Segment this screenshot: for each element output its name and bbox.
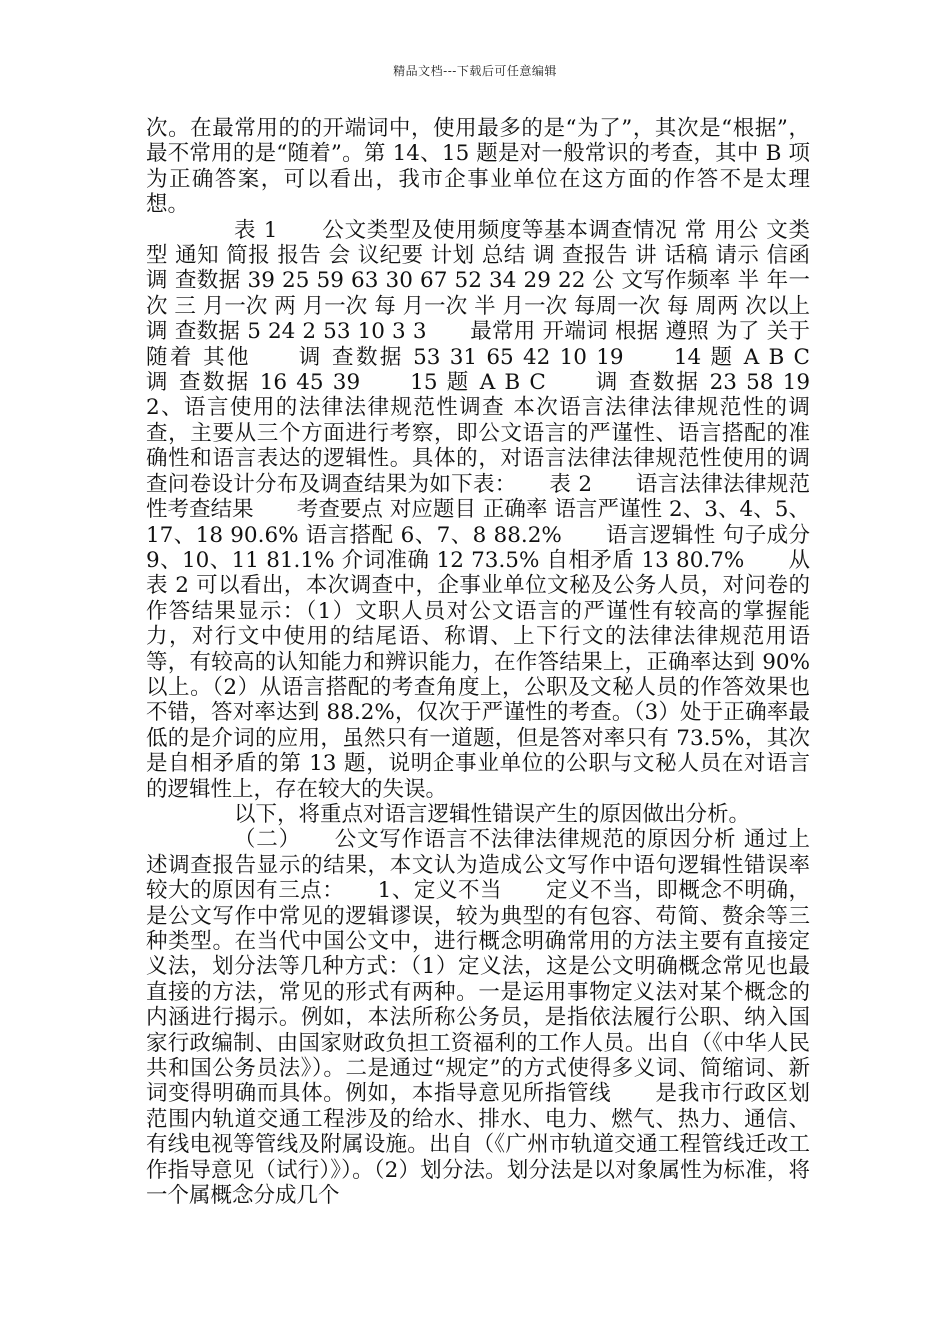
paragraph-transition: 以下，将重点对语言逻辑性错误产生的原因做出分析。 <box>234 801 751 827</box>
document-body <box>146 116 854 1209</box>
paragraph-survey-intro: 次。在最常用的的开端词中，使用最多的是“为了”，其次是“根据”，最不常用的是“随着”。第 14、15 题是对一般常识的考查，其中 B 项为正确答案，可以看出，我市企事业单位在这方面的作答不是太理想。 <box>146 116 810 218</box>
page-header: 精品文档---下载后可任意编辑 <box>393 64 557 78</box>
paragraph-cause-analysis: （二） 公文写作语言不法律法律规范的原因分析 通过上述调查报告显示的结果，本文认为造成公文写作中语句逻辑性错误率较大的原因有三点： 1、定义不当 定义不当，即概念不明确，是公文写作中常见的逻辑谬误，较为典型的有包容、苟简、赘余等三种类型。在当代中国公文中，进行概念明确常用的方法主要有直接定义法，划分法等几种方式：（1）定义法，这是公文明确概念常见也最直接的方法，常见的形式有两种。一是运用事物定义法对某个概念的内涵进行揭示。例如，本法所称公务员，是指依法履行公职、纳入国家行政编制、由国家财政负担工资福利的工作人员。出自（《中华人民共和国公务员法》）。二是通过“规定”的方式使得多义词、简缩词、新词变得明确而具体。例如，本指导意见所指管线 是我市行政区划范围内轨道交通工程涉及的给水、排水、电力、燃气、热力、通信、有线电视等管线及附属设施。出自（《广州市轨道交通工程管线迁改工作指导意见（试行）》）。（2）划分法。划分法是以对象属性为标准，将一个属概念分成几个 <box>146 827 810 1209</box>
paragraph-tables-and-analysis: 表 1 公文类型及使用频度等基本调查情况 常 用公 文类型 通知 简报 报告 会 议纪要 计划 总结 调 查报告 讲 话稿 请示 信函 调 查数据 39 25 59 63 30 67 52 34 29 22 公 文写作频率 半 年一次 三 月一次 两 月一次 每 月一次 半 月一次 每周一次 每 周两 次以上 调 查数据 5 24 2 53 10 3 3 最常用 开端词 根据 遵照 为了 关于 随着 其他 调 查数据 53 31 65 42 10 19 14 题 A B C 调 查数据 16 45 39 15 题 A B C 调 查数据 23 58 19 2、语言使用的法律法律规范性调查 本次语言法律法律规范性的调查，主要从三个方面进行考察，即公文语言的严谨性、语言搭配的准确性和语言表达的逻辑性。具体的，对语言法律法律规范性使用的调查问卷设计分布及调查结果为如下表： 表 2 语言法律法律规范性考查结果 考查要点 对应题目 正确率 语言严谨性 2、3、4、5、17、18 90.6% 语言搭配 6、7、8 88.2% 语言逻辑性 句子成分 9、10、11 81.1% 介词准确 12 73.5% 自相矛盾 13 80.7% 从表 2 可以看出，本次调查中，企事业单位文秘及公务人员，对问卷的作答结果显示：（1）文职人员对公文语言的严谨性有较高的掌握能力，对行文中使用的结尾语、称谓、上下行文的法律法律规范用语等，有较高的认知能力和辨识能力，在作答结果上，正确率达到 90%以上。（2）从语言搭配的考查角度上，公职及文秘人员的作答效果也不错，答对率达到 88.2%，仅次于严谨性的考查。（3）处于正确率最低的是介词的应用，虽然只有一道题，但是答对率只有 73.5%，其次是自相矛盾的第 13 题，说明企事业单位的公职与文秘人员在对语言的逻辑性上，存在较大的失误。 <box>146 217 854 802</box>
